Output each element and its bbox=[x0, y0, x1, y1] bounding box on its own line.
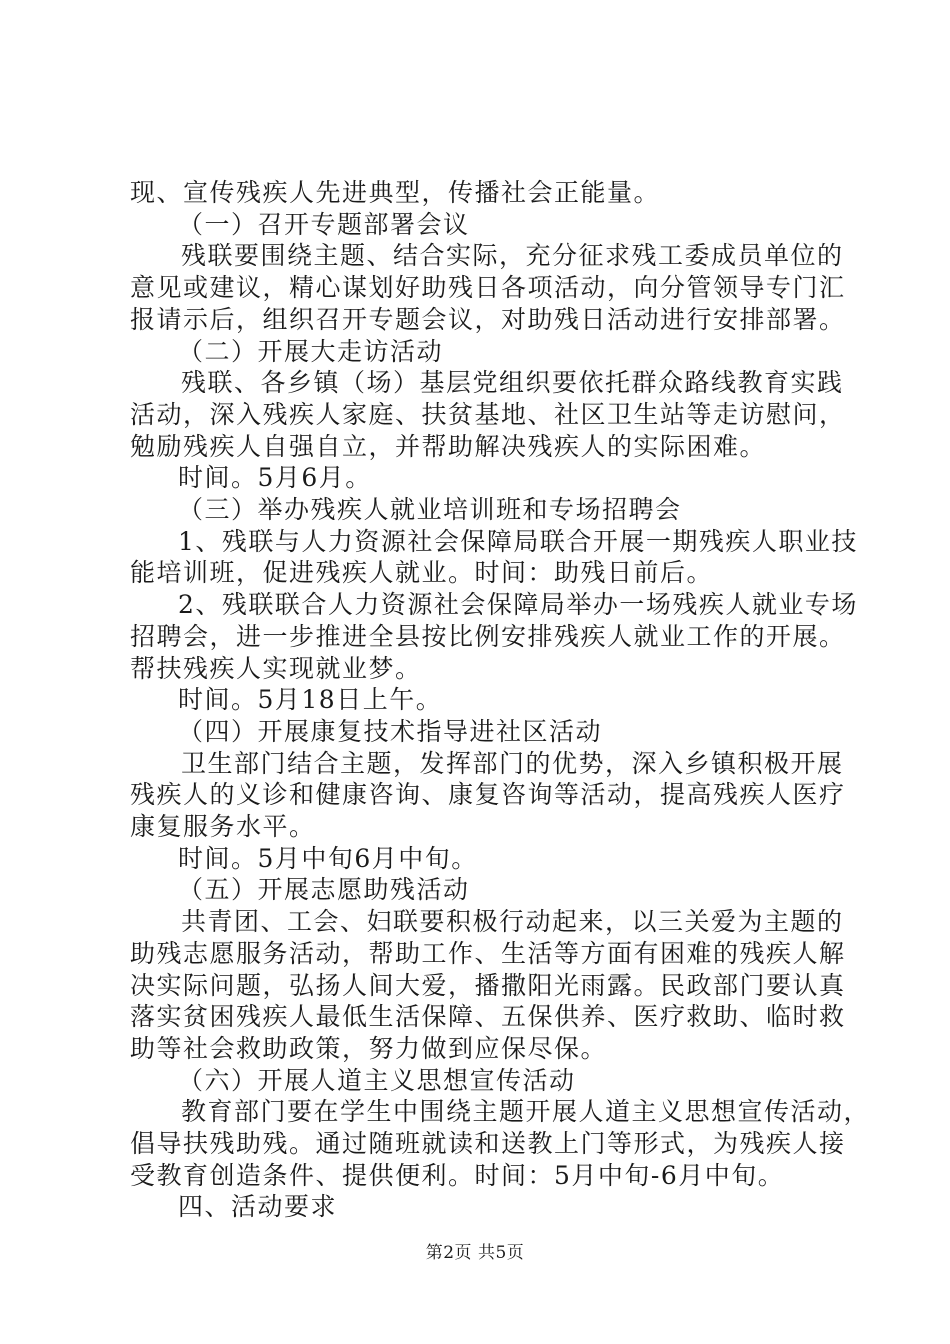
body-line: 受教育创造条件、提供便利。时间：5月中旬-6月中旬。 bbox=[130, 1161, 785, 1190]
body-line: 助等社会救助政策，努力做到应保尽保。 bbox=[130, 1034, 608, 1063]
body-line: 残联、各乡镇（场）基层党组织要依托群众路线教育实践 bbox=[181, 368, 844, 397]
body-line: 帮扶残疾人实现就业梦。 bbox=[130, 654, 422, 683]
body-line: 意见或建议，精心谋划好助残日各项活动，向分管领导专门汇 bbox=[130, 273, 846, 302]
section-heading: （一）召开专题部署会议 bbox=[178, 210, 470, 239]
body-line: 报请示后，组织召开专题会议，对助残日活动进行安排部署。 bbox=[130, 305, 846, 334]
body-line: 活动，深入残疾人家庭、扶贫基地、社区卫生站等走访慰问， bbox=[130, 400, 846, 429]
body-line: 倡导扶残助残。通过随班就读和送教上门等形式，为残疾人接 bbox=[130, 1129, 846, 1158]
section-heading: （二）开展大走访活动 bbox=[178, 337, 444, 366]
section-heading: （三）举办残疾人就业培训班和专场招聘会 bbox=[178, 495, 682, 524]
body-line: 残疾人的义诊和健康咨询、康复咨询等活动，提高残疾人医疗 bbox=[130, 780, 846, 809]
body-line: 勉励残疾人自强自立，并帮助解决残疾人的实际困难。 bbox=[130, 432, 767, 461]
body-line: 现、宣传残疾人先进典型，传播社会正能量。 bbox=[130, 178, 661, 207]
section-heading: （六）开展人道主义思想宣传活动 bbox=[178, 1066, 576, 1095]
time-line: 时间。5月18日上午。 bbox=[178, 685, 443, 714]
body-line: 教育部门要在学生中围绕主题开展人道主义思想宣传活动， bbox=[181, 1097, 871, 1126]
body-line: 决实际问题，弘扬人间大爱，播撒阳光雨露。民政部门要认真 bbox=[130, 971, 846, 1000]
body-line: 残联要围绕主题、结合实际，充分征求残工委成员单位的 bbox=[181, 241, 844, 270]
page-number-footer: 第2页 共5页 bbox=[425, 1243, 525, 1263]
body-line: 2、残联联合人力资源社会保障局举办一场残疾人就业专场 bbox=[178, 590, 858, 619]
body-line: 助残志愿服务活动，帮助工作、生活等方面有困难的残疾人解 bbox=[130, 939, 846, 968]
body-line: 落实贫困残疾人最低生活保障、五保供养、医疗救助、临时救 bbox=[130, 1002, 846, 1031]
section-heading: 四、活动要求 bbox=[178, 1192, 338, 1221]
body-line: 共青团、工会、妇联要积极行动起来，以三关爱为主题的 bbox=[181, 907, 844, 936]
body-line: 卫生部门结合主题，发挥部门的优势，深入乡镇积极开展 bbox=[181, 749, 844, 778]
section-heading: （五）开展志愿助残活动 bbox=[178, 875, 470, 904]
body-line: 康复服务水平。 bbox=[130, 812, 316, 841]
body-line: 招聘会，进一步推进全县按比例安排残疾人就业工作的开展。 bbox=[130, 622, 846, 651]
body-line: 能培训班，促进残疾人就业。时间：助残日前后。 bbox=[130, 558, 714, 587]
body-line: 1、残联与人力资源社会保障局联合开展一期残疾人职业技 bbox=[178, 527, 858, 556]
section-heading: （四）开展康复技术指导进社区活动 bbox=[178, 717, 603, 746]
time-line: 时间。5月中旬6月中旬。 bbox=[178, 844, 478, 873]
time-line: 时间。5月6月。 bbox=[178, 463, 372, 492]
